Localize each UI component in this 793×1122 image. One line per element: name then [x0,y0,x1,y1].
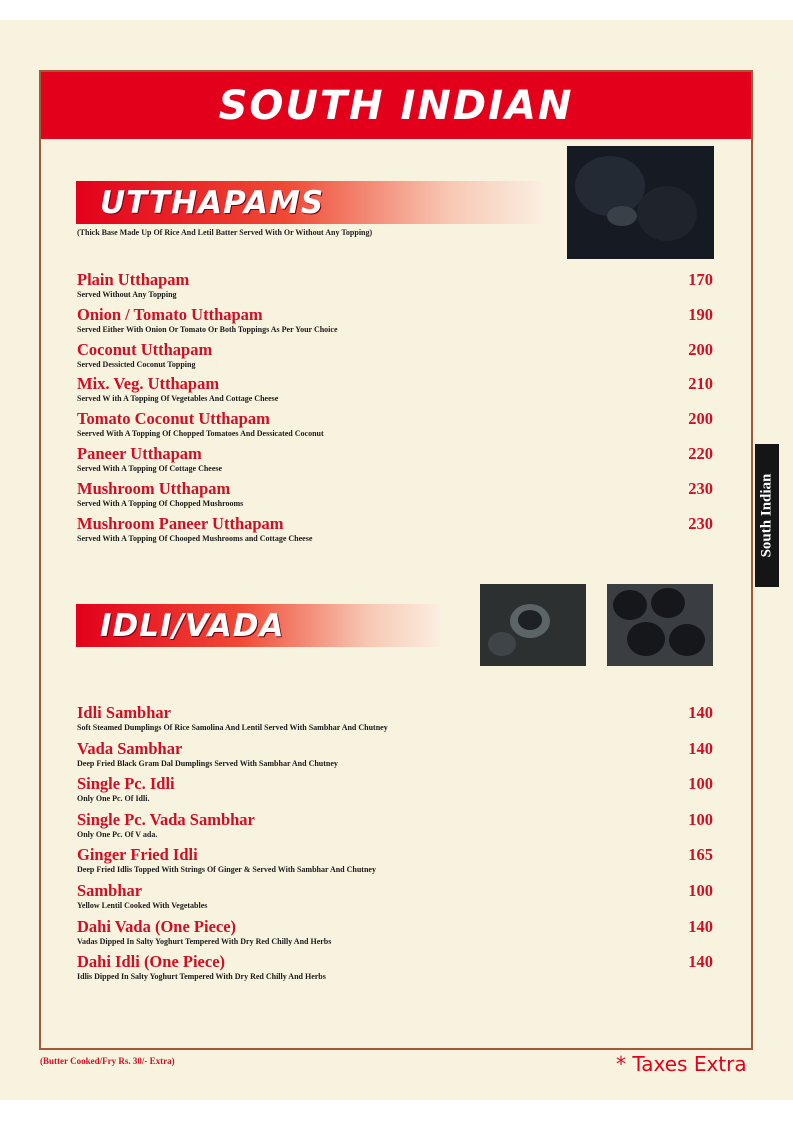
item-description: Yellow Lentil Cooked With Vegetables [77,900,208,910]
item-description: Served Without Any Topping [77,290,177,299]
item-description: Seerved With A Topping Of Chopped Tomatoes And Dessicated Coconut [77,429,324,439]
item-description: Soft Steamed Dumplings Of Rice Samolina And Lentil Served With Sambhar And Chutney [77,723,388,732]
menu-item [77,479,713,514]
title-banner [41,72,751,139]
menu-item [77,952,713,988]
item-price: 230 [688,513,713,533]
menu-item [77,739,713,775]
item-name: Mix. Veg. Utthapam [77,374,220,394]
item-description: Served Dessicted Coconut Topping [77,359,196,369]
utthapam-photo [567,146,714,259]
item-price: 170 [688,270,713,289]
item-name: Paneer Utthapam [77,443,202,463]
item-price: 100 [688,774,713,794]
side-tab-label: South Indian [758,473,775,558]
item-description: Served With A Topping Of Chopped Mushrooms [77,498,244,508]
item-price: 200 [688,339,713,359]
item-name: Idli Sambhar [77,703,171,722]
item-price: 200 [688,409,713,429]
idli-photo [480,584,586,666]
item-name: Mushroom Utthapam [77,478,231,498]
item-description: Only One Pc. Of Idli. [77,794,150,804]
item-price: 100 [688,880,713,900]
menu-item [77,845,713,881]
item-description: Deep Fried Black Gram Dal Dumplings Served With Sambhar And Chutney [77,758,338,768]
page-title: SOUTH INDIAN [218,82,574,129]
utthapams-list [77,270,713,548]
item-name: Dahi Vada (One Piece) [77,916,237,936]
item-name: Tomato Coconut Utthapam [77,409,270,429]
item-description: Served With A Topping Of Chooped Mushrooms and Cottage Cheese [77,533,313,543]
item-name: Single Pc. Vada Sambhar [77,809,255,829]
item-description: Idlis Dipped In Salty Yoghurt Tempered With Dry Red Chilly And Herbs [77,972,326,982]
menu-item [77,774,713,810]
section-header-idli-vada [76,604,441,647]
menu-item [77,444,713,479]
section-header-utthapams [76,181,543,224]
menu-item [77,703,713,739]
item-description: Served Either With Onion Or Tomato Or Both Toppings As Per Your Choice [77,324,338,334]
menu-item [77,409,713,444]
section-title-utthapams: UTTHAPAMS [100,184,325,221]
item-price: 190 [688,304,713,324]
item-price: 210 [688,374,713,394]
item-price: 100 [688,809,713,829]
item-description: Served W ith A Topping Of Vegetables And Cottage Cheese [77,394,279,404]
item-name: Single Pc. Idli [77,774,175,794]
item-description: Vadas Dipped In Salty Yoghurt Tempered With Dry Red Chilly And Herbs [77,936,332,946]
item-description: Deep Fried Idlis Topped With Strings Of Ginger & Served With Sambhar And Chutney [77,865,376,875]
menu-item [77,305,713,340]
item-name: Plain Utthapam [77,270,190,289]
item-description: Only One Pc. Of V ada. [77,829,158,839]
item-name: Vada Sambhar [77,738,183,758]
item-price: 230 [688,478,713,498]
item-price: 140 [688,738,713,758]
item-price: 140 [688,952,713,972]
item-price: 165 [688,845,713,865]
menu-item [77,374,713,409]
item-price: 140 [688,916,713,936]
menu-item [77,514,713,549]
item-name: Coconut Utthapam [77,339,213,359]
menu-item [77,917,713,953]
item-name: Ginger Fried Idli [77,845,198,865]
idli-vada-list [77,703,713,988]
item-name: Dahi Idli (One Piece) [77,952,226,972]
side-tab-south-indian [755,444,779,587]
item-name: Sambhar [77,880,143,900]
butter-note: (Butter Cooked/Fry Rs. 30/- Extra) [40,1056,175,1066]
item-name: Mushroom Paneer Utthapam [77,513,284,533]
item-price: 140 [688,703,713,722]
section-title-idli-vada: IDLI/VADA [100,607,285,644]
taxes-note: * Taxes Extra [616,1052,747,1076]
menu-item [77,881,713,917]
vada-photo [607,584,713,666]
menu-item [77,810,713,846]
item-name: Onion / Tomato Utthapam [77,304,263,324]
menu-item [77,270,713,305]
section-note-utthapams: (Thick Base Made Up Of Rice And Letil Batter Served With Or Without Any Topping) [77,228,373,237]
menu-item [77,340,713,375]
item-description: Served With A Topping Of Cottage Cheese [77,463,223,473]
item-price: 220 [688,443,713,463]
